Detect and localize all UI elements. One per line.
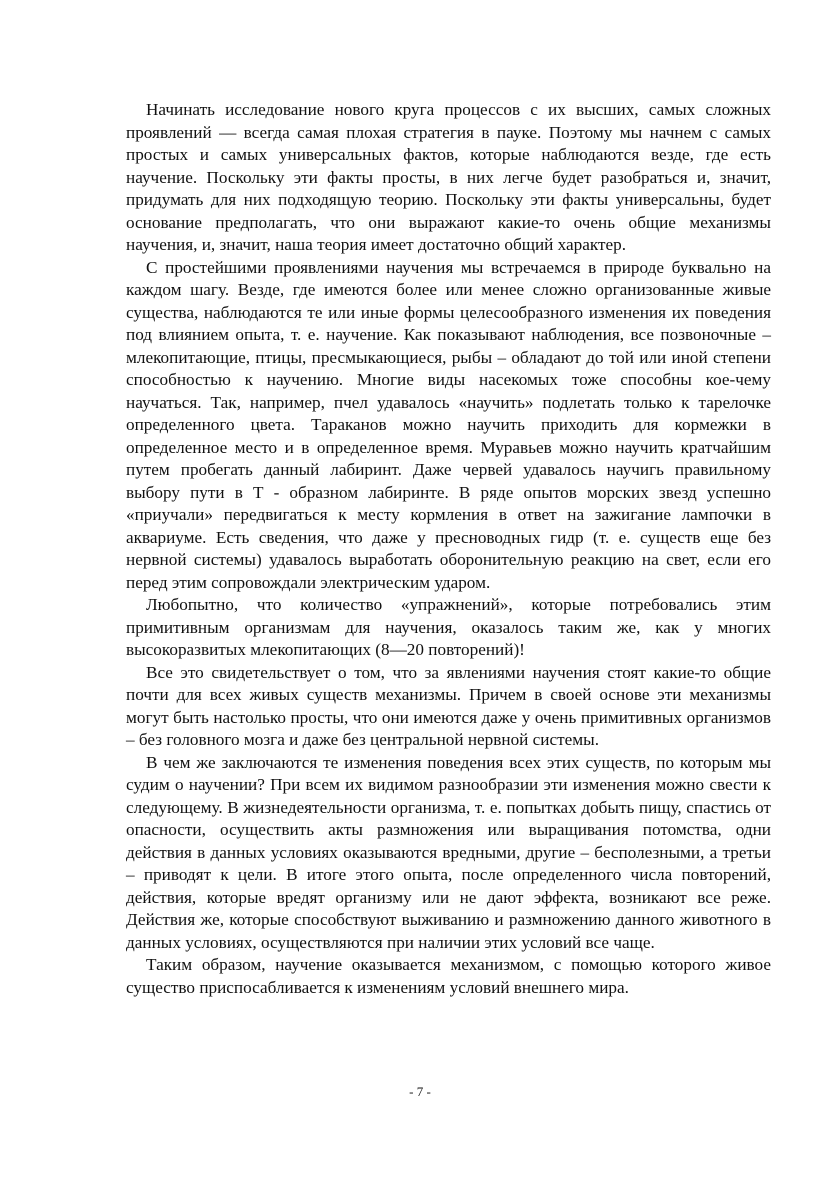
page-number: - 7 - xyxy=(409,1084,431,1099)
paragraph-6: Таким образом, научение оказывается механизмом, с помощью которого живое существо приспосабливается к изменениям условий внешнего мира. xyxy=(126,955,771,997)
paragraph-5: В чем же заключаются те изменения поведения всех этих существ, по которым мы судим о научении? При всем их видимом разнообразии эти изменения можно свести к следующему. В жизнедеятельности организма, т. е. попытках добыть пищу, спастись от опасности, осуществить акты размножения или выращивания потомства, одни действия в данных условиях оказываются вредными, другие – бесполезными, а третьи – приводят к цели. В итоге этого опыта, после определенного числа повторений, действия, которые вредят организму или не дают эффекта, возникают все реже. Действия же, которые способствуют выживанию и размножению данного животного в данных условиях, осуществляются при наличии этих условий все чаще. xyxy=(126,752,771,952)
paragraph-1: Начинать исследование нового круга процессов с их высших, самых сложных проявлений — всегда самая плохая стратегия в пауке. Поэтому мы начнем с самых простых и самых универсальных фактов, которые наблюдаются везде, где есть научение. Поскольку эти факты просты, в них легче будет разобраться и, значит, придумать для них подходящую теорию. Поскольку эти факты универсальны, будет основание предполагать, что они выражают какие-то очень общие механизмы научения, и, значит, наша теория имеет достаточно общий характер. xyxy=(126,100,771,254)
paragraph-4: Все это свидетельствует о том, что за явлениями научения стоят какие-то общие почти для всех живых существ механизмы. Причем в своей основе эти механизмы могут быть настолько просты, что они имеются даже у очень примитивных организмов – без головного мозга и даже без центральной нервной системы. xyxy=(126,662,771,749)
body-text xyxy=(126,99,771,999)
paragraph-3: Любопытно, что количество «упражнений», которые потребовались этим примитивным организмам для научения, оказалось таким же, как у многих высокоразвитых млекопитающих (8—20 повторений)! xyxy=(126,595,771,659)
paragraph-2: С простейшими проявлениями научения мы встречаемся в природе буквально на каждом шагу. Везде, где имеются более или менее сложно организованные живые существа, наблюдаются те или иные формы целесообразного изменения их поведения под влиянием опыта, т. е. научение. Как показывают наблюдения, все позвоночные – млекопитающие, птицы, пресмыкающиеся, рыбы – обладают до той или иной степени способностью к научению. Многие виды насекомых тоже способны кое-чему научаться. Так, например, пчел удавалось «научить» подлетать только к тарелочке определенного цвета. Тараканов можно научить приходить для кормежки в определенное место и в определенное время. Муравьев можно научить кратчайшим путем пробегать данный лабиринт. Даже червей удавалось научигь правильному выбору пути в Т - образном лабиринте. В ряде опытов морских звезд успешно «приучали» передвигаться к месту кормления в ответ на зажигание лампочки в аквариуме. Есть сведения, что даже у пресноводных гидр (т. е. существ еще без нервной системы) удавалось выработать оборонительную реакцию на свет, если его перед этим сопровождали электрическим ударом. xyxy=(126,257,771,592)
